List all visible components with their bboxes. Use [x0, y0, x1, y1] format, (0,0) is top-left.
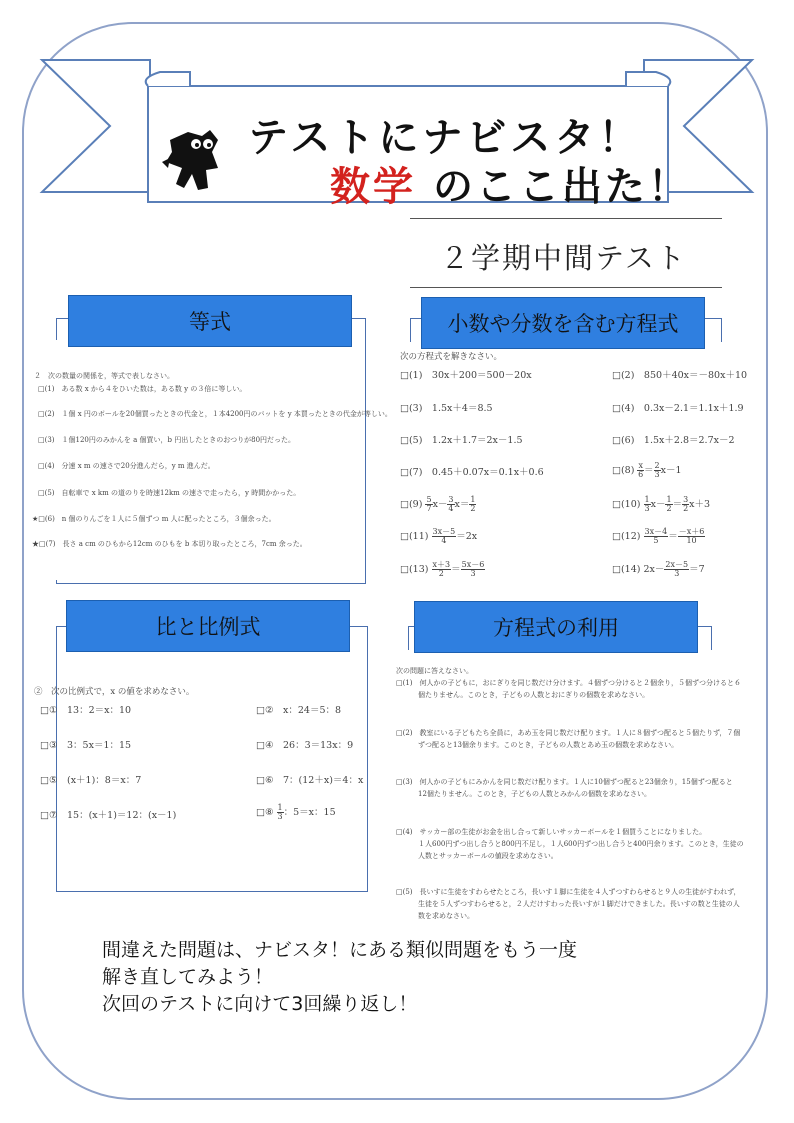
equation-expr-item: □(1) ある数 x から４をひいた数は，ある数 y の３倍に等しい。	[38, 385, 247, 393]
decimal-item: □(7) 0.45＋0.07x＝0.1x＋0.6	[400, 467, 544, 478]
application-item-4: □(4) サッカー部の生徒がお金を出し合って新しいサッカーボールを１個買うことになりました。 １人600円ずつ出し合うと800円不足し，１人600円ずつ出し合うと400円余ります。このとき，生徒の 人数とサッカーボールの値段を求めなさい。	[396, 828, 744, 860]
closing-line-3: 次回のテストに向けて3回繰り返し！	[102, 993, 418, 1015]
decimal-item-12: □(12) $\frac{3x-4}{5}$ ＝ $\frac{-x+6}{10}$	[612, 527, 705, 545]
section-title-decimal: 小数や分数を含む方程式	[421, 297, 705, 349]
decimal-item: □(1) 30x＋200＝500－20x	[400, 370, 532, 381]
section-title-ratio: 比と比例式	[66, 600, 350, 652]
equation-expr-item: □(5) 自転車で x km の道のりを時速12km の速さで走ったら，y 時間かかった。	[38, 489, 301, 497]
ratio-item: □⑥ 7：(12＋x)＝4：x	[256, 775, 364, 786]
ratio-item: □⑤ (x＋1)：8＝x：7	[40, 775, 142, 786]
decimal-item: □(2) 850＋40x＝－80x＋10	[612, 370, 748, 381]
title-line-1: テストにナビスタ！	[248, 115, 643, 161]
application-item-2: □(2) 教室にいる子どもたち全員に，あめ玉を同じ数だけ配ります。１人に８個ずつ配ると５個たりず，７個 ずつ配ると13個余ります。このとき，子どもの人数とあめ玉の個数を求めなさい。	[396, 729, 741, 749]
ratio-item: □④ 26：3＝13x：9	[256, 740, 354, 751]
equation-expr-intro: ２ 次の数量の関係を，等式で表しなさい。	[34, 372, 174, 380]
ratio-item-8: □⑧ $\frac{1}{3}$ ：5＝x：15	[256, 803, 336, 821]
application-item-3: □(3) 何人かの子どもにみかんを同じ数だけ配ります。１人に10個ずつ配ると23個余り，15個ずつ配ると 12個たりません。このとき，子どもの人数とみかんの個数を求めなさい。	[396, 778, 733, 798]
equation-expr-item: □(4) 分速 x m の速さで20分進んだら，y m 進んだ。	[38, 462, 215, 470]
decimal-item: □(3) 1.5x＋4＝8.5	[400, 403, 493, 414]
ratio-intro: ② 次の比例式で，x の値を求めなさい。	[34, 687, 195, 697]
decimal-intro: 次の方程式を解きなさい。	[400, 352, 503, 362]
decimal-item-14: □(14) 2x－ $\frac{2x-5}{3}$ ＝7	[612, 560, 705, 578]
decimal-item: □(4) 0.3x－2.1＝1.1x＋1.9	[612, 403, 744, 414]
ratio-item: □⑦ 15：(x＋1)＝12：(x－1)	[40, 810, 177, 821]
title-line-2-rest: のここ出た！	[432, 164, 691, 210]
decimal-item-9: □(9) $\frac{5}{7}$ x－ $\frac{3}{4}$ x＝ $\frac{1}{2}$	[400, 495, 476, 513]
title-line-2	[330, 155, 691, 212]
closing-message	[102, 937, 577, 1018]
decimal-item: □(5) 1.2x＋1.7＝2x－1.5	[400, 435, 523, 446]
section-frame-ratio	[56, 626, 368, 892]
application-intro: 次の問題に答えなさい。	[396, 667, 473, 675]
equation-expr-item: □(3) １個120円のみかんを a 個買い，b 円出したときのおつりが80円だった。	[38, 436, 296, 444]
section-title-application: 方程式の利用	[414, 601, 698, 653]
decimal-item-10: □(10) $\frac{1}{3}$ x－ $\frac{1}{2}$ ＝ $\frac{3}{2}$ x＋3	[612, 495, 711, 513]
decimal-item-11: □(11) $\frac{3x-5}{4}$ ＝2x	[400, 527, 478, 545]
closing-line-2: 解き直してみよう！	[102, 966, 274, 988]
section-title-equation-expr: 等式	[68, 295, 352, 347]
mascot-icon	[158, 126, 228, 196]
closing-line-1: 間違えた問題は、ナビスタ！にある類似問題をもう一度	[102, 939, 578, 961]
application-item-5: □(5) 長いすに生徒をすわらせたところ，長いす１脚に生徒を４人ずつすわらせると９人の生徒がすわれず， 生徒を５人ずつすわらせると，２人だけすわった長いすが１脚だけできました。長いすの数と生徒の人 数を求めなさい。	[396, 888, 741, 920]
ratio-item: □③ 3：5x＝1：15	[40, 740, 132, 751]
equation-expr-item: □(2) １個 x 円のボールを20個買ったときの代金と，１本4200円のバットを y 本買ったときの代金が等しい。	[38, 410, 392, 418]
term-bottom-rule	[410, 287, 722, 288]
equation-expr-item: ★□(7) 長さ a cm のひもから12cm のひもを b 本切り取ったところ，7cm 余った。	[32, 540, 307, 548]
term-label: ２学期中間テスト	[440, 241, 687, 275]
ratio-item: □① 13：2＝x：10	[40, 705, 132, 716]
decimal-item: □(6) 1.5x＋2.8＝2.7x－2	[612, 435, 735, 446]
title-subject: 数学	[330, 164, 416, 210]
decimal-item-8: □(8) $\frac{x}{6}$ ＝ $\frac{2}{3}$ x－1	[612, 461, 682, 479]
ratio-item: □② x：24＝5：8	[256, 705, 342, 716]
application-item-1: □(1) 何人かの子どもに，おにぎりを同じ数だけ分けます。４個ずつ分けると２個余り，５個ずつ分けると６ 個たりません。このとき，子どもの人数とおにぎりの個数を求めなさい。	[396, 679, 741, 699]
equation-expr-item: ★□(6) n 個のりんごを１人に５個ずつ m 人に配ったところ，３個余った。	[32, 515, 276, 523]
term-top-rule	[410, 218, 722, 219]
decimal-item-13: □(13) $\frac{x+3}{2}$ ＝ $\frac{5x-6}{3}$	[400, 560, 485, 578]
